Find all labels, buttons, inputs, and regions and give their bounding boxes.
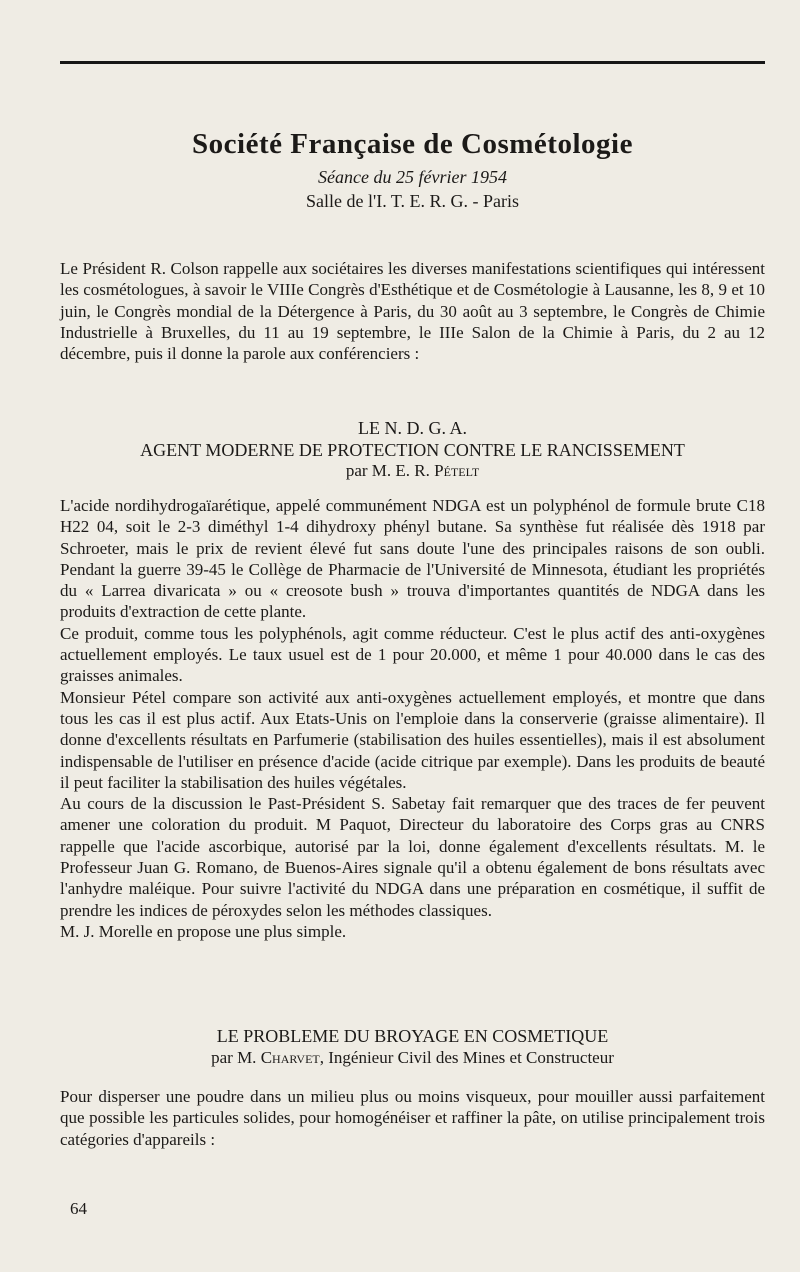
top-rule bbox=[60, 61, 765, 64]
section2-byline-suffix: , Ingénieur Civil des Mines et Constructeur bbox=[319, 1048, 614, 1067]
section1-byline bbox=[60, 461, 765, 481]
section1-author: Pételt bbox=[434, 461, 480, 480]
section2-byline-prefix: par M. bbox=[211, 1048, 257, 1067]
section1-body bbox=[60, 495, 765, 942]
section1-heading-2: AGENT MODERNE DE PROTECTION CONTRE LE RANCISSEMENT bbox=[140, 440, 685, 460]
intro-paragraph bbox=[60, 258, 765, 364]
section2-heading: LE PROBLEME DU BROYAGE EN COSMETIQUE bbox=[216, 1026, 609, 1046]
section1-paragraph: Au cours de la discussion le Past-Président S. Sabetay fait remarquer que des traces de fer peuvent amener une coloration du produit. M Paquot, Directeur du laboratoire des Corps gras au CNRS rappelle que l'acide ascorbique, autorisé par la loi, donne également d'excellents résultats. M. le Professeur Juan G. Romano, de Buenos-Aires signale qu'il a obtenu également de bons résultats avec l'anhydre maléique. Pour suivre l'activité du NDGA dans une préparation en cosmétique, il suffit de prendre les indices de péroxydes selon les méthodes classiques. bbox=[60, 794, 765, 920]
society-title: Société Française de Cosmétologie bbox=[192, 128, 633, 160]
intro-text: Le Président R. Colson rappelle aux sociétaires les diverses manifestations scientifiques qui intéressent les cosmétologues, à savoir le VIIIe Congrès d'Esthétique et de Cosmétologie à Lausanne, les 8, 9 et 10 juin, le Congrès mondial de la Détergence à Paris, du 30 août au 3 septembre, le Congrès de Chimie Industrielle à Bruxelles, du 11 au 19 septembre, le IIIe Salon de la Chimie à Paris, du 2 au 12 décembre, puis il donne la parole aux conférenciers : bbox=[60, 259, 765, 364]
section1-heading-1: LE N. D. G. A. bbox=[358, 418, 467, 438]
section1-paragraph: L'acide nordihydrogaïarétique, appelé communément NDGA est un polyphénol de formule brute C18 H22 04, soit le 2-3 diméthyl 1-4 dihydroxy phényl butane. Sa synthèse fut réalisée dès 1918 par Schroeter, mais le prix de revient élevé fut sans doute l'une des principales raisons de son oubli. Pendant la guerre 39-45 le Collège de Pharmacie de l'Université de Minnesota, étudiant les propriétés du « Larrea divaricata » ou « creosote bush » trouva d'importantes quantités de NDGA dans les produits d'extraction de cette plante. bbox=[60, 496, 765, 622]
section2-author: Charvet bbox=[260, 1048, 320, 1067]
section2-paragraph: Pour disperser une poudre dans un milieu plus ou moins visqueux, pour mouiller aussi parfaitement que possible les particules solides, pour homogénéiser et raffiner la pâte, on utilise principalement trois catégories d'appareils : bbox=[60, 1087, 765, 1149]
section1-paragraph: Monsieur Pétel compare son activité aux anti-oxygènes actuellement employés, et montre que dans tous les cas il est plus actif. Aux Etats-Unis on l'emploie dans la conserverie (graisse alimentaire). Il donne d'excellents résultats en Parfumerie (stabilisation des huiles essentielles), mais il est absolument indispensable de l'utiliser en présence d'acide (acide citrique par exemple). Dans les produits de beauté il peut faciliter la stabilisation des huiles végétales. bbox=[60, 687, 765, 792]
page-number: 64 bbox=[70, 1199, 87, 1218]
section1-byline-prefix: par M. E. R. bbox=[345, 461, 430, 480]
section1-paragraph: Ce produit, comme tous les polyphénols, agit comme réducteur. C'est le plus actif des anti-oxygènes actuellement employés. Le taux usuel est de 1 pour 20.000, et même 1 pour 40.000 dans le cas des graisses animales. bbox=[60, 623, 765, 686]
session-location: Salle de l'I. T. E. R. G. - Paris bbox=[305, 191, 520, 211]
section2-byline bbox=[60, 1048, 765, 1068]
session-date: Séance du 25 février 1954 bbox=[318, 167, 507, 187]
section1-paragraph: M. J. Morelle en propose une plus simple. bbox=[60, 921, 347, 941]
section2-body bbox=[60, 1086, 765, 1150]
